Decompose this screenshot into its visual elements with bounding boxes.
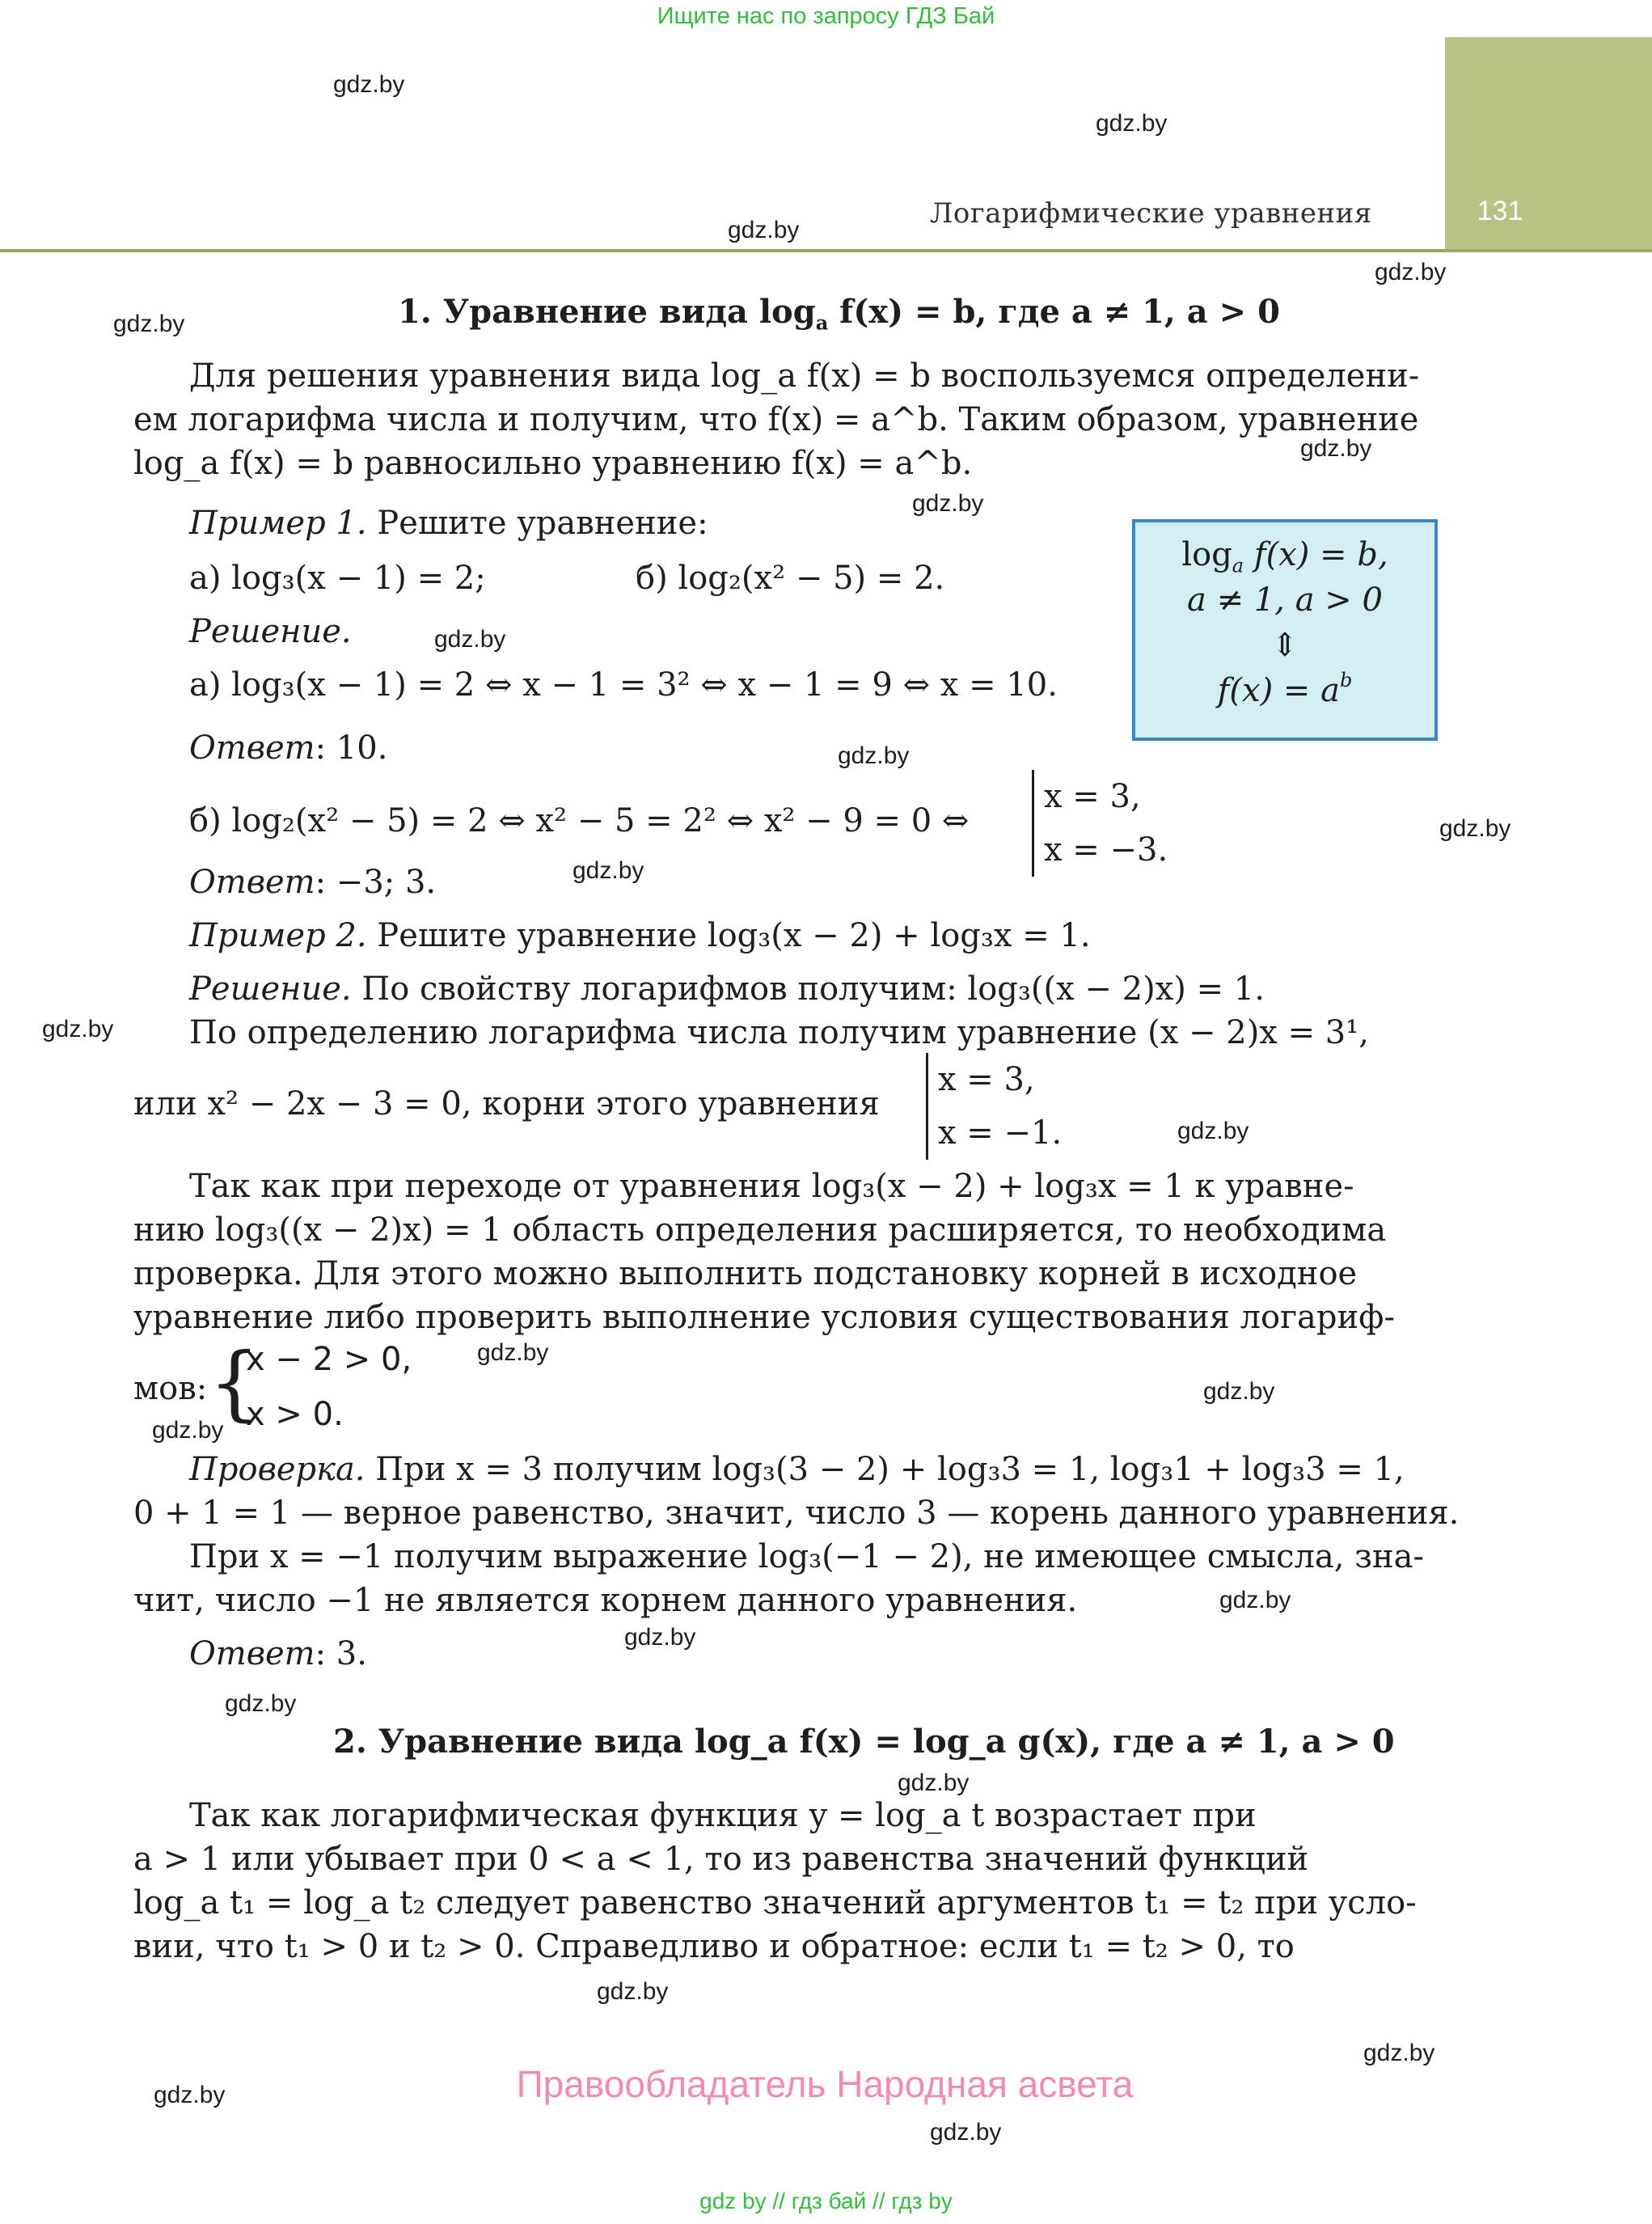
section-2-line-2: a > 1 или убывает при 0 < a < 1, то из равенства значений функций [133,1841,1309,1878]
section-2-heading: 2. Уравнение вида log_a f(x) = log_a g(x), где a ≠ 1, a > 0 [333,1723,1395,1761]
example-1-task-b: б) log₂(x² − 5) = 2. [636,560,945,597]
rule-box-line-1: $\log_a f(x) = b$, [1181,536,1388,577]
check-line-1: Проверка. При x = 3 получим log₃(3 − 2) + log₃3 = 1, log₃1 + log₃3 = 1, [189,1451,1405,1488]
example-1-solution-b: б) log₂(x² − 5) = 2 ⇔ x² − 5 = 2² ⇔ x² − 9 = 0 ⇔ [189,802,970,839]
example-2-p3-line-4: уравнение либо проверить выполнение условия существования логариф- [133,1299,1395,1336]
check-line-3: При x = −1 получим выражение log₃(−1 − 2), не имеющее смысла, зна- [189,1538,1425,1575]
watermark: gdz.by [152,1417,224,1444]
example-1-solution-label: Решение. [189,613,352,650]
footer-links[interactable]: gdz by // гдз бай // гдз by [699,2188,953,2213]
running-title: Логарифмические уравнения [930,197,1372,230]
watermark: gdz.by [930,2119,1002,2146]
check-line-2: 0 + 1 = 1 — верное равенство, значит, число 3 — корень данного уравнения. [133,1495,1460,1532]
watermark: gdz.by [624,1624,696,1651]
rule-box [1132,519,1438,741]
example-1-solution-a: а) log₃(x − 1) = 2 ⇔ x − 1 = 3² ⇔ x − 1 = 9 ⇔ x = 10. [189,666,1058,704]
example-2-p3-line-1: Так как при переходе от уравнения log₃(x − 2) + log₃x = 1 к уравне- [189,1168,1354,1205]
section-2-line-3: log_a t₁ = log_a t₂ следует равенство значений аргументов t₁ = t₂ при усло- [133,1884,1417,1922]
system-brace-icon: { [209,1335,260,1430]
watermark: gdz.by [572,857,644,884]
example-2-p1: По определению логарифма числа получим уравнение (x − 2)x = 3¹, [189,1014,1370,1051]
system-line-2: x > 0. [246,1396,344,1433]
example-1-answer-a: Ответ: 10. [189,729,388,767]
example-1-answer-b: Ответ: −3; 3. [189,864,437,901]
header-rule [0,249,1652,252]
watermark: gdz.by [477,1339,549,1366]
watermark: gdz.by [42,1016,114,1042]
watermark: gdz.by [113,311,185,337]
example-2-p2: или x² − 2x − 3 = 0, корни этого уравнения [133,1085,880,1123]
intro-line-1: Для решения уравнения вида log_a f(x) = b воспользуемся определени- [189,357,1420,395]
watermark: gdz.by [1177,1118,1249,1144]
watermark: gdz.by [912,490,984,517]
section-2-line-4: вии, что t₁ > 0 и t₂ > 0. Справедливо и обратное: если t₁ = t₂ > 0, то [133,1928,1295,1965]
watermark: gdz.by [1219,1587,1291,1613]
example-1-task-a: а) log₃(x − 1) = 2; [189,560,486,597]
watermark: gdz.by [1375,259,1447,285]
example-2-solution: Решение. По свойству логарифмов получим: log₃((x − 2)x) = 1. [189,970,1265,1008]
watermark: gdz.by [1096,110,1168,137]
rule-box-line-2: a ≠ 1, a > 0 [1187,581,1383,619]
watermark: gdz.by [333,71,405,98]
watermark: gdz.by [898,1769,970,1796]
watermark: gdz.by [225,1690,297,1717]
watermark: gdz.by [728,217,800,243]
equivalence-arrow-icon: ⇕ [1271,627,1299,664]
example-2-p3-line-3: проверка. Для этого можно выполнить подстановку корней в исходное [133,1255,1358,1292]
watermark: gdz.by [1203,1378,1275,1405]
top-banner[interactable]: Ищите нас по запросу ГДЗ Бай [657,3,995,29]
page-number: 131 [1477,196,1523,226]
watermark: gdz.by [154,2082,226,2108]
example-2-title: Пример 2. Решите уравнение log₃(x − 2) + log₃x = 1. [189,917,1091,954]
rule-box-line-3: $f(x) = a^b$ [1217,669,1353,709]
system-line-1: x − 2 > 0, [246,1341,412,1378]
watermark: gdz.by [1439,815,1511,842]
watermark: gdz.by [838,742,910,769]
example-2-p3-end: мов: [133,1370,208,1407]
example-2-answer: Ответ: 3. [189,1635,367,1672]
watermark: gdz.by [597,1978,669,2005]
intro-line-3: log_a f(x) = b равносильно уравнению f(x) = a^b. [133,445,973,482]
watermark: gdz.by [1300,435,1372,462]
section-1-heading: 1. Уравнение вида $\log_a f(x) = b$, где a ≠ 1, a > 0 [398,293,1280,335]
check-line-4: чит, число −1 не является корнем данного уравнения. [133,1582,1078,1619]
roots-set-b: x = 3, x = −3. [1032,770,1168,877]
watermark: gdz.by [1363,2040,1435,2066]
roots-set-2: x = 3, x = −1. [926,1053,1062,1160]
example-2-p3-line-2: нию log₃((x − 2)x) = 1 область определения расширяется, то необходима [133,1211,1387,1249]
rights-holder: Правообладатель Народная асвета [516,2063,1134,2105]
intro-line-2: ем логарифма числа и получим, что f(x) = a^b. Таким образом, уравнение [133,401,1419,438]
watermark: gdz.by [434,626,506,653]
section-2-line-1: Так как логарифмическая функция y = log_a t возрастает при [189,1797,1257,1834]
example-1-title: Пример 1. Решите уравнение: [189,505,708,542]
